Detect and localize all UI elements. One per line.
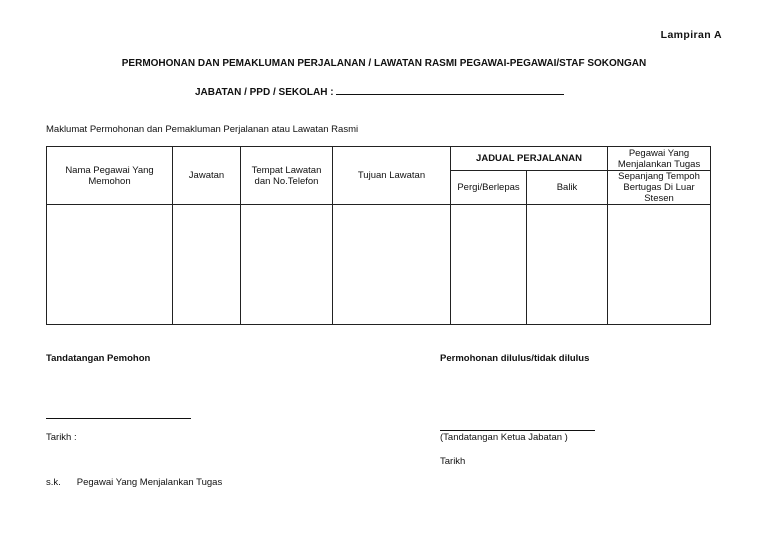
sk-line xyxy=(46,477,222,488)
ketua-caption: (Tandatangan Ketua Jabatan ) xyxy=(440,432,568,443)
header-nama: Nama Pegawai Yang Memohon xyxy=(47,147,173,205)
jabatan-blank-field[interactable] xyxy=(336,84,564,95)
cell-tujuan[interactable] xyxy=(333,205,451,325)
sk-label: s.k. xyxy=(46,477,61,488)
header-tempat: Tempat Lawatan dan No.Telefon xyxy=(241,147,333,205)
cell-jawatan[interactable] xyxy=(173,205,241,325)
pemohon-signature-line[interactable] xyxy=(46,418,191,419)
travel-table xyxy=(46,146,711,325)
cell-pergi[interactable] xyxy=(451,205,527,325)
jabatan-label: JABATAN / PPD / SEKOLAH : xyxy=(195,87,334,98)
lampiran-label: Lampiran A xyxy=(660,29,722,41)
approval-label: Permohonan dilulus/tidak dilulus xyxy=(440,353,590,364)
tarikh-left-label: Tarikh : xyxy=(46,432,77,443)
header-balik: Balik xyxy=(527,171,608,205)
header-tujuan: Tujuan Lawatan xyxy=(333,147,451,205)
header-pegawai-bottom: Sepanjang Tempoh Bertugas Di Luar Stesen xyxy=(608,171,711,205)
section-label: Maklumat Permohonan dan Pemakluman Perjalanan atau Lawatan Rasmi xyxy=(46,124,359,135)
cell-pegawai[interactable] xyxy=(608,205,711,325)
jabatan-line xyxy=(195,84,564,98)
ketua-signature-line[interactable] xyxy=(440,430,595,431)
cell-tempat[interactable] xyxy=(241,205,333,325)
cell-balik[interactable] xyxy=(527,205,608,325)
header-jawatan: Jawatan xyxy=(173,147,241,205)
header-jadual: JADUAL PERJALANAN xyxy=(451,147,608,171)
tarikh-right-label: Tarikh xyxy=(440,456,466,467)
form-title: PERMOHONAN DAN PEMAKLUMAN PERJALANAN / LAWATAN RASMI PEGAWAI-PEGAWAI/STAF SOKONGAN xyxy=(121,58,647,69)
cell-nama[interactable] xyxy=(47,205,173,325)
header-pergi: Pergi/Berlepas xyxy=(451,171,527,205)
pemohon-signature-label: Tandatangan Pemohon xyxy=(46,353,151,364)
header-pegawai-top: Pegawai Yang Menjalankan Tugas xyxy=(608,147,711,171)
sk-value: Pegawai Yang Menjalankan Tugas xyxy=(76,477,223,488)
